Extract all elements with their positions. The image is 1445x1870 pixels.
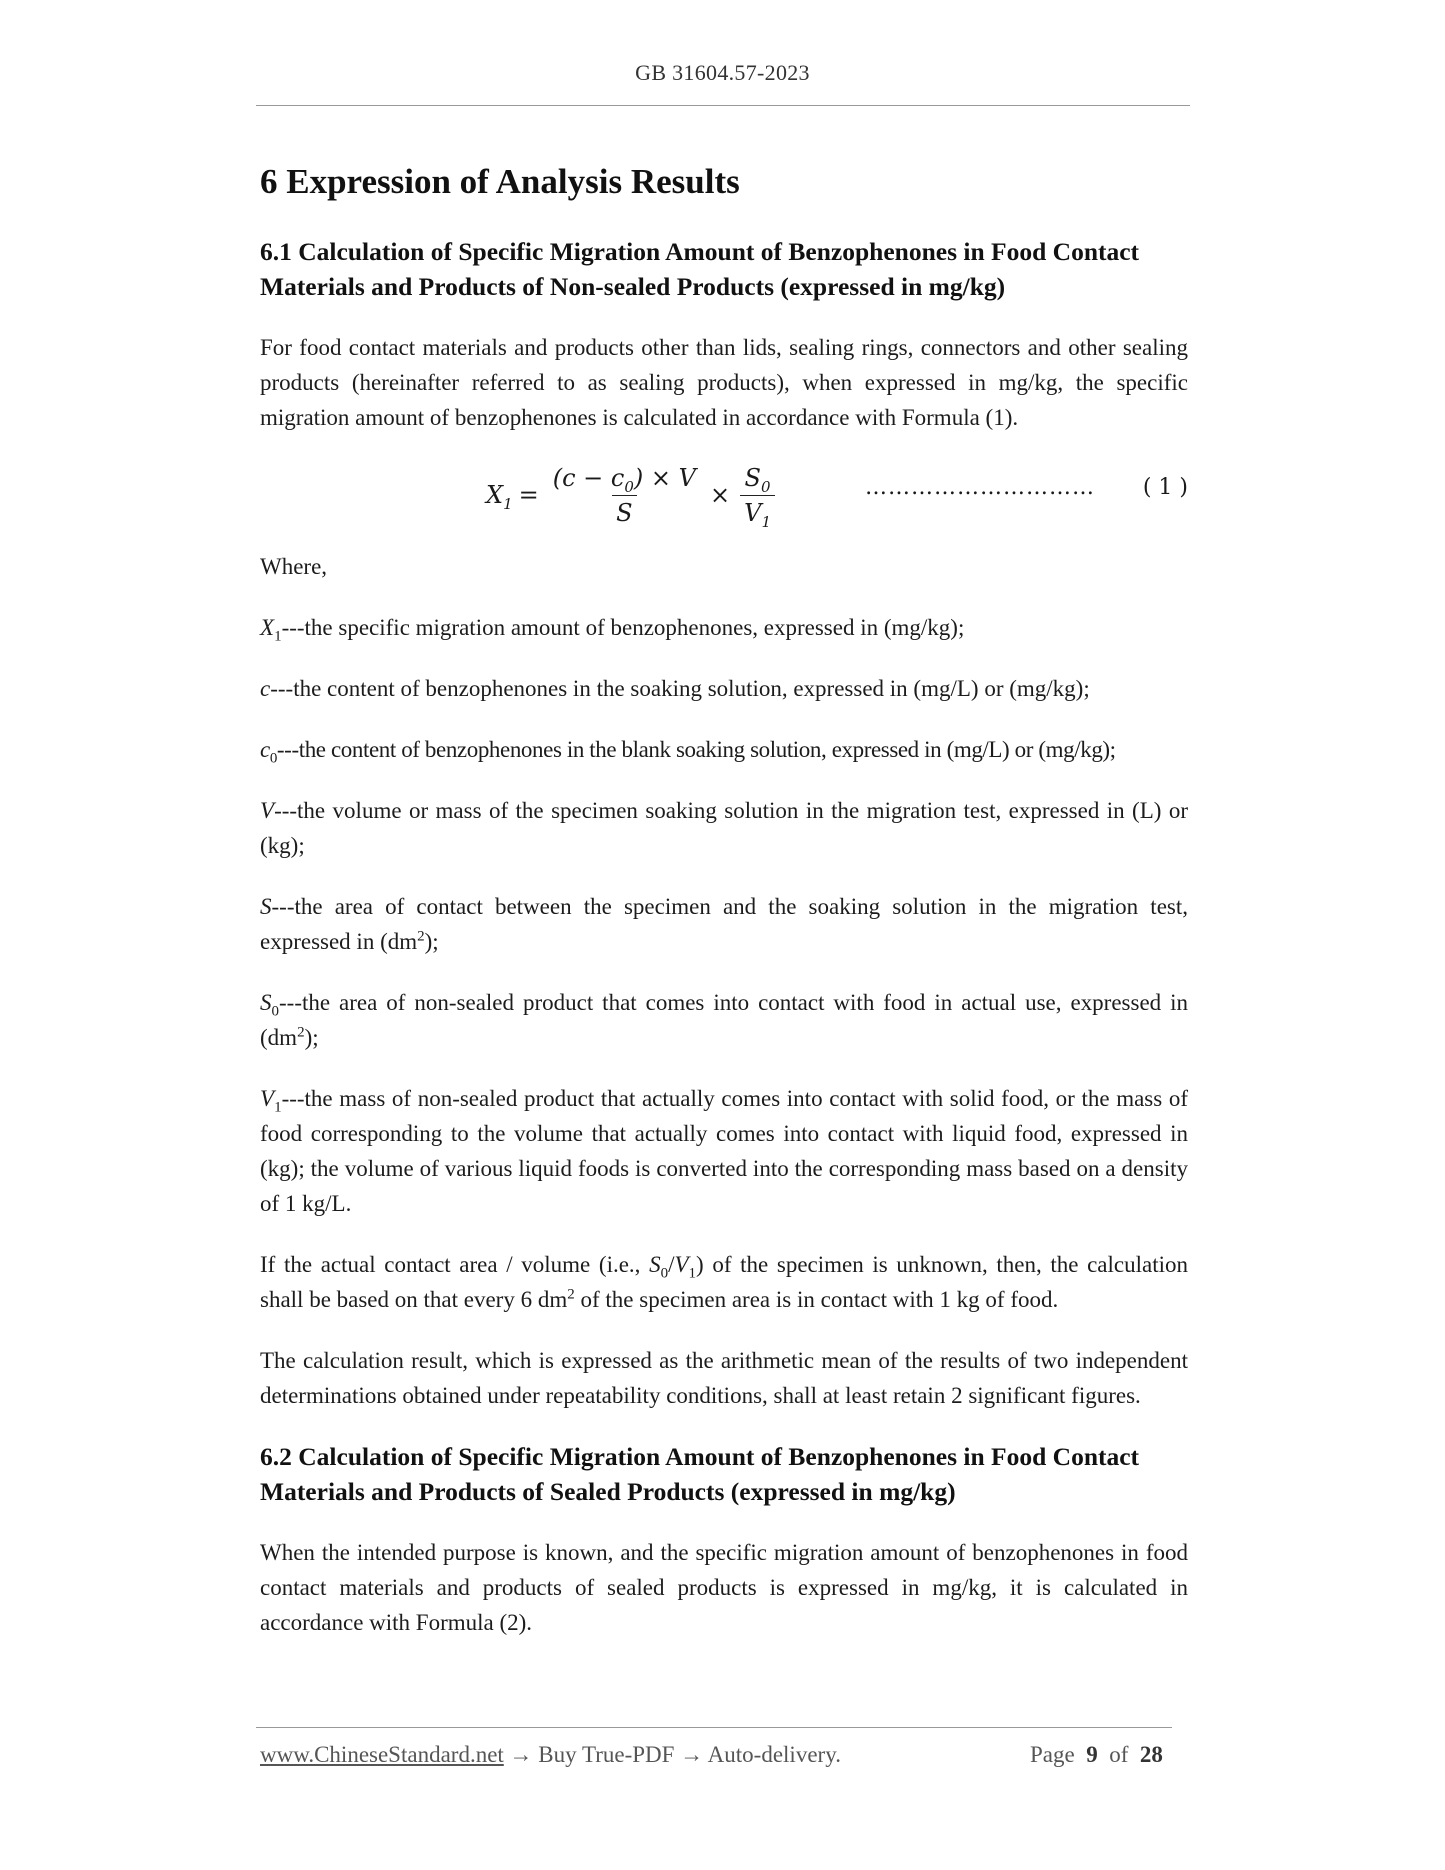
page-content	[260, 160, 1188, 1640]
formula-fraction-1-numerator: $(c - c_0) \times V$	[552, 463, 696, 496]
formula-fraction-1	[549, 463, 700, 528]
footer-arrow-2: →	[674, 1742, 708, 1767]
formula-1-leader: …………………………	[865, 475, 1095, 500]
header-divider	[256, 105, 1190, 106]
subsection-6-1-title-line1: 6.1 Calculation of Specific Migration Amount of Benzophenones in Food Contact	[260, 237, 1140, 266]
paragraph-unknown-area: If the actual contact area / volume (i.e., $S_0/V_1$) of the specimen is unknown, then, the calculation shall be based on that every 6 $dm^2$ of the specimen area is in contact with 1 kg of food.	[260, 1252, 1188, 1312]
header-doc-id: GB 31604.57-2023	[635, 60, 810, 85]
formula-fraction-1-denominator: S	[612, 495, 636, 528]
subsection-6-1-title	[260, 234, 1188, 304]
footer-site-link[interactable]: www.ChineseStandard.net	[260, 1742, 504, 1767]
formula-lhs: $X_1$	[486, 481, 513, 513]
footer-buy-text: Buy True-PDF	[538, 1742, 675, 1767]
paragraph-intro-6-2: When the intended purpose is known, and the specific migration amount of benzophenones in food contact materials and products of sealed products is expressed in mg/kg, it is calculated in accordance with Formula (2).	[260, 1540, 1188, 1635]
definition-s0: $S_0--$-the area of non-sealed product that comes into contact with food in actual use, expressed in $(dm^2)$;	[260, 990, 1188, 1050]
definition-v: V---the volume or mass of the specimen soaking solution in the migration test, expressed in (L) or (kg);	[260, 798, 1188, 858]
footer-page-indicator	[1030, 1742, 1163, 1768]
formula-1-number: ( 1 )	[1142, 475, 1188, 500]
definition-c: c---the content of benzophenones in the soaking solution, expressed in (mg/L) or (mg/kg);	[260, 676, 1090, 701]
definition-x1: $X_1--$-the specific migration amount of benzophenones, expressed in (mg/kg);	[260, 615, 965, 645]
footer-page-label: Page	[1030, 1742, 1075, 1767]
paragraph-intro-6-1: For food contact materials and products other than lids, sealing rings, connectors and other sealing products (hereinafter referred to as sealing products), when expressed in mg/kg, the specific migration amount of benzophenones is calculated in accordance with Formula (1).	[260, 335, 1188, 430]
section-title: 6 Expression of Analysis Results	[260, 162, 740, 201]
subsection-6-1-title-line2: Materials and Products of Non-sealed Products (expressed in mg/kg)	[260, 272, 1006, 301]
where-label: Where,	[260, 554, 328, 579]
formula-1-expression	[486, 455, 779, 535]
definition-s: S---the area of contact between the specimen and the soaking solution in the migration test, expressed in $(dm^2)$;	[260, 894, 1188, 954]
paragraph-calculation-result: The calculation result, which is expressed as the arithmetic mean of the results of two independent determinations obtained under repeatability conditions, shall at least retain 2 significant figures.	[260, 1348, 1188, 1408]
definition-c0: $c_0--$-the content of benzophenones in the blank soaking solution, expressed in (mg/L) or (mg/kg);	[260, 737, 1116, 767]
formula-times: ×	[709, 481, 731, 509]
footer-divider	[256, 1727, 1172, 1728]
footer-page-total: 28	[1139, 1742, 1163, 1767]
footer-page-number: 9	[1086, 1742, 1098, 1767]
formula-fraction-2	[740, 463, 775, 531]
formula-fraction-2-numerator: $S_0$	[744, 463, 771, 496]
footer-arrow-1: →	[503, 1742, 539, 1767]
formula-1	[260, 455, 1188, 535]
footer-of-label: of	[1109, 1742, 1129, 1767]
formula-equals: =	[518, 481, 539, 509]
subsection-6-2-title	[260, 1439, 1188, 1509]
subsection-6-2-title-line2: Materials and Products of Sealed Products (expressed in mg/kg)	[260, 1477, 956, 1506]
definition-v1: $V_1--$-the mass of non-sealed product that actually comes into contact with solid food, or the mass of food corresponding to the volume that actually comes into contact with liquid food, expressed in (kg); the volume of various liquid foods is converted into the corresponding mass based on a density of 1 kg/L.	[260, 1086, 1188, 1216]
formula-fraction-2-denominator: $V_1$	[740, 495, 775, 528]
footer-delivery-text: Auto-delivery.	[707, 1742, 841, 1767]
footer-promo	[260, 1742, 841, 1768]
subsection-6-2-title-line1: 6.2 Calculation of Specific Migration Amount of Benzophenones in Food Contact	[260, 1442, 1140, 1471]
